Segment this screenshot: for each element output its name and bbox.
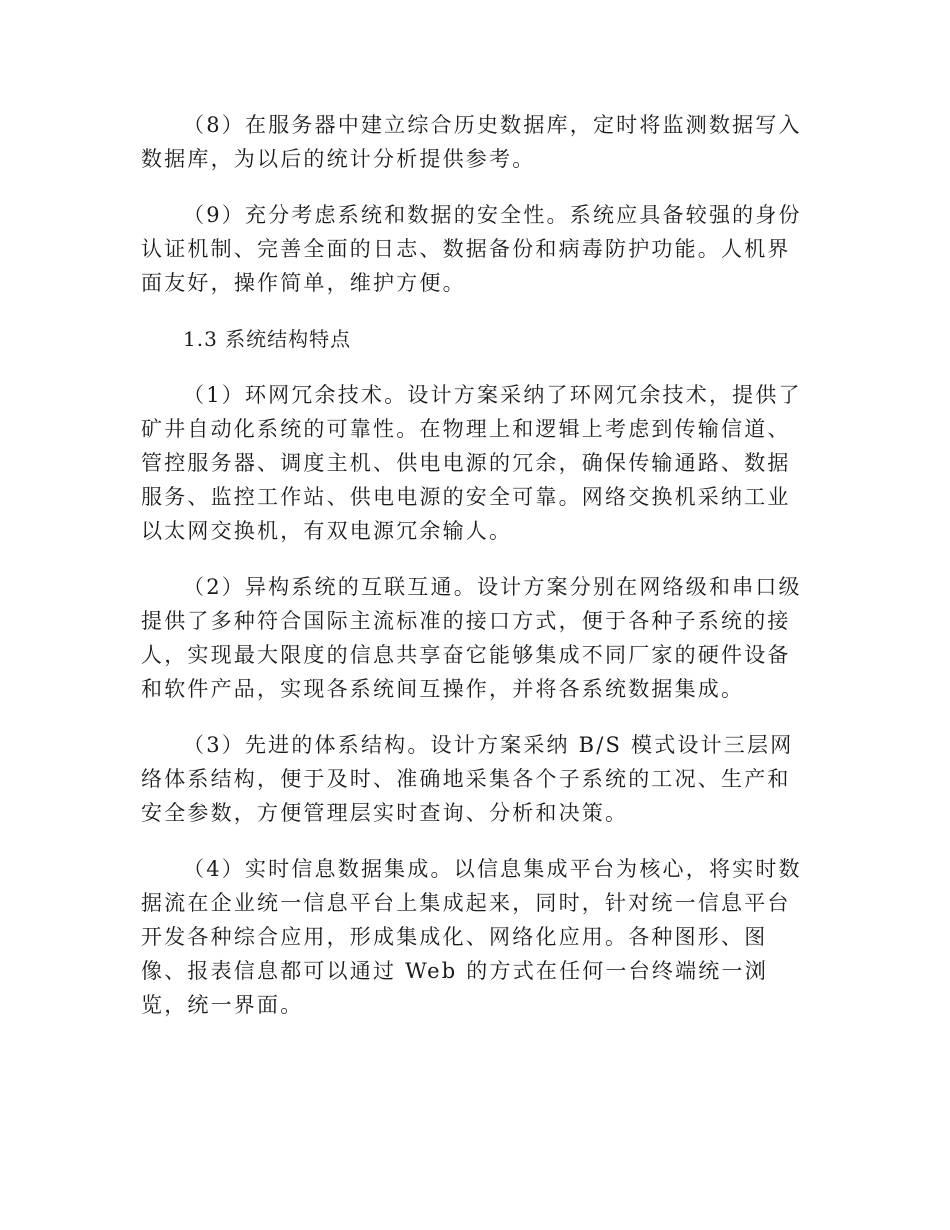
- paragraph-4-data-integration: [141, 852, 811, 1022]
- paragraph-9-security: [141, 198, 811, 300]
- paragraph-line: 实现各系统间互操作，并将各系统数据集成。: [280, 677, 745, 701]
- paragraph-line: （4）实时信息数据集成。以信息集成平台为核心，将实时数据流: [141, 857, 802, 915]
- paragraph-line: 结构，便于及时、准确地采集各个子系统的工况、生产和安全参数，: [141, 767, 791, 825]
- paragraph-line: （2）异构系统的互联互通。设计方案分别在网络级和串口级提供: [141, 575, 802, 633]
- paragraph-line: 方便管理层实时查询、分析和决策。: [257, 801, 629, 825]
- paragraph-line: 自动化系统的可靠性。在物理上和逻辑上考虑到传输信道、管控服务: [141, 417, 791, 475]
- paragraph-line: 双电源冗余输人。: [326, 519, 513, 543]
- paragraph-line: 器、调度主机、供电电源的冗余，确保传输通路、数据服务、监控工: [141, 451, 791, 509]
- paragraph-line: 库，为以后的统计分析提供参考。: [187, 147, 536, 171]
- paragraph-line: 在企业统一信息平台上集成起来，同时，针对统一信息平台开发各种: [141, 891, 791, 949]
- paragraph-line: 了多种符合国际主流标准的接口方式，便于各种子系统的接人，实现: [141, 609, 791, 667]
- paragraph-1-ring-redundancy: [141, 378, 811, 548]
- paragraph-line: （3）先进的体系结构。设计方案采纳 B/S 模式设计三层网络体系: [141, 733, 794, 791]
- paragraph-line: 综合应用，形成集成化、网络化应用。各种图形、图像、报表信息都: [141, 925, 768, 983]
- paragraph-2-interconnection: [141, 570, 811, 706]
- section-heading-1-3: 1.3 系统结构特点: [183, 327, 352, 351]
- paragraph-line: （8）在服务器中建立综合历史数据库，定时将监测数据写入数据: [141, 113, 802, 171]
- paragraph-line: 机制、完善全面的日志、数据备份和病毒防护功能。人机界面友好，: [141, 237, 791, 295]
- paragraph-8-history-database: [141, 108, 811, 176]
- paragraph-line: 作站、供电电源的安全可靠。网络交换机采纳工业以太网交换机，有: [141, 485, 791, 543]
- paragraph-line: （9）充分考虑系统和数据的安全性。系统应具备较强的身份认证: [141, 203, 802, 261]
- document-page: [141, 108, 811, 1044]
- paragraph-line: 可以通过 Web 的方式在任何一台终端统一浏览，统一界面。: [141, 959, 768, 1017]
- paragraph-3-architecture: [141, 728, 811, 830]
- paragraph-line: （1）环网冗余技术。设计方案采纳了环网冗余技术，提供了矿井: [141, 383, 802, 441]
- paragraph-line: 最大限度的信息共享奋它能够集成不同厂家的硬件设备和软件产品，: [141, 643, 791, 701]
- paragraph-line: 操作简单，维护方便。: [233, 271, 466, 295]
